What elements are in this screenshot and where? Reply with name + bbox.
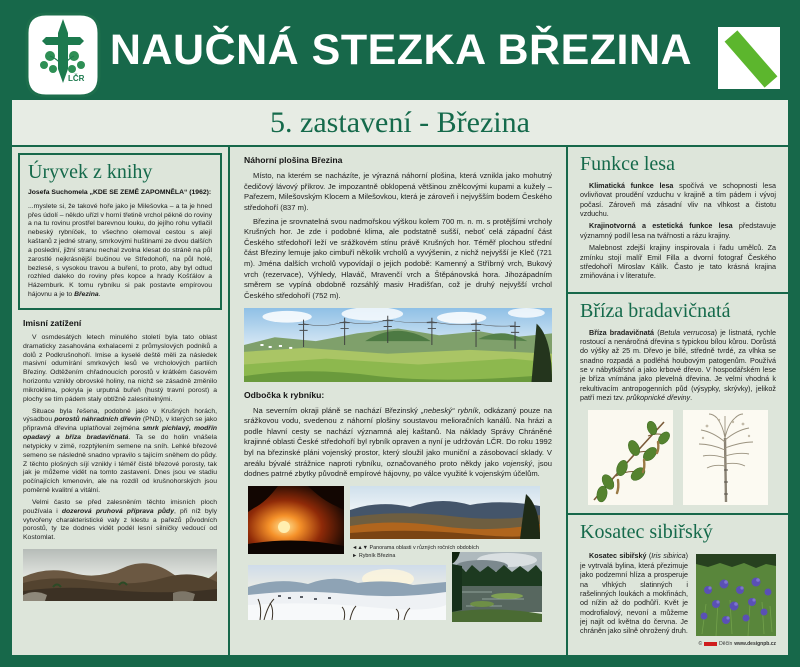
pond-paragraph: Na severním okraji pláně se nachází Březinský „nebeský“ rybník, odkázaný pouze na srážkovou vodu, svedenou z náhorní plošiny soustavou melioračních kanálů. Na hrázi a podle hlavní cesty se nachází významná alej kaštanů. Na náklady Správy Chráněné krajinné oblasti České středohoří byl rybník opraven a nyní je udržován LČR. Do roku 1992 byl na březinské pláni vojenský prostor, který sloužil jako muniční a zásobovací sklady. V areálu bývalé strážnice naproti rybníku, označovaného proto někdy jako vojenský, jsou dodnes patrné zbytky původně empírové hájovny, po válce využité k vojenským účelům. [244, 405, 552, 479]
book-excerpt-box [18, 153, 222, 310]
birch-section [568, 294, 788, 516]
column-book-excerpt [12, 147, 228, 655]
forest-function-heading: Funkce lesa [580, 153, 675, 175]
credit-symbol: © [698, 641, 703, 647]
credit-url: www.designpb.cz [734, 641, 776, 647]
column-nature-info [568, 147, 788, 655]
photo-siberian-iris [696, 554, 776, 636]
plateau-paragraph-1: Místo, na kterém se nacházíte, je výrazná náhorní plošina, která vznikla jako mohutný čedičový lávový příkrov. Je impozantně obklopená většinou znělcovými kupami a kužely – Pařezem, Milešovským Klocem a Milešovkou, která je zároveň i nejvyšším bodem Českého středohoří (837 m). [244, 171, 552, 212]
birch-heading: Bříza bradavičnatá [580, 299, 731, 322]
photo-winter-panorama [248, 565, 446, 620]
birch-paragraph: Bříza bradavičnatá (Betula verrucosa) je listnatá, rychle rostoucí a nenáročná dřevina s typickou bílou kůrou. Dorůstá do výšky až 25 m. Dřevo je bílé, středně tvrdé, za vlhka se snadno rozpadá a podléhá houbovým patogenům. Používá se v nábytkářství a jako krbové dřevo. V hospodářském lese je bříza vnímána jako plevelná dřevina. Je velmi vhodná k rekultivacím antropogenních půd (výsypky, skrývky), jelikož patří mezi tzv. průkopnické dřeviny. [580, 327, 777, 403]
caption-pond: ► Rybník Březina [352, 552, 396, 559]
plateau-paragraph-2: Březina je srovnatelná svou nadmořskou výškou kolem 700 m. n. m. s protějšími vrcholy Krušných hor. Je zde i podobné klima, ale podstatně sušší, neboť celá západní část Českého středohoří leží ve srážkovém stínu právě Krušných hor. Téměř plochou střední část Březiny lemuje jako cimbuří několik vrcholů a vyvýšenin, z nichž nejvyšší je Kleč (721 m). Jména dalších vrcholů vypovídají o jejich podobě: Kamenný a Stříbrný vrch, Bukový vrch (rezervace), Výhledy, Hlaváč, Mravenčí vrch a Štěpánovská hora. Jihozápadním směrem se vypíná obdobně rozsáhlý masiv Hradišťan, což je druhý nejvyšší vrchol Českého středohoří (752 m). [244, 216, 552, 300]
lcr-logo-icon [24, 11, 102, 99]
imise-paragraph-1: V osmdesátých letech minulého století byla tato oblast dramaticky zasahována exhalacemi z průmyslových podniků a dolů z Podkrušnohoří. Imise a kyselé deště měli za následek masivní odumírání smrkových lesů ve vrcholových partiích Březiny. Odtěžením chřadnoucích porostů v krátkém časovém horizontu vznikly obrovské holiny, na nichž se zásadně změnilo mikroklima, pokryla je urputná buřeň (hustý travní porost) a plochy se tím pádem staly obtížně zalesnitelnými. [23, 333, 217, 403]
excerpt-attribution: Josefa Suchomela „KDE SE ZEMĚ ZAPOMNĚLA“ (1962): [28, 189, 212, 196]
birch-figures [580, 410, 776, 505]
header-banner [0, 0, 800, 100]
photo-autumn-panorama [350, 486, 540, 539]
photo-collage [244, 486, 552, 634]
station-banner: 5. zastavení - Březina [12, 100, 788, 145]
plateau-heading: Náhorní plošina Březina [244, 155, 343, 165]
caption-panorama: ◄▲▼ Panorama oblasti v různých ročních obdobích [352, 544, 479, 551]
iris-section [568, 515, 788, 655]
imise-heading: Imisní zatížení [23, 317, 82, 328]
iris-heading: Kosatec sibiřský [580, 521, 713, 544]
forest-paragraph-2: Krajinotvorná a estetická funkce lesa představuje významný podíl lesa na tvářnosti a rázu krajiny. [580, 221, 777, 240]
content-columns [12, 145, 788, 655]
credit-studio: Děčín [719, 641, 733, 647]
design-studio-logo [704, 642, 717, 646]
design-credit [580, 637, 776, 647]
illustration-birch-tree [683, 410, 768, 505]
iris-paragraph: Kosatec sibiřský (Iris sibirica) je vytrvalá bylina, která přezimuje jako podzemní hlíza a prosperuje na vlhkých slatinných i rašelinných loukách a mokřinách, od nížin až do podhůří. Květ je modrofialový, nevoní a můžeme jej najít od května do června. Je chráněn jako silně ohrožený druh. [580, 551, 689, 636]
imise-section [12, 310, 228, 543]
excerpt-body: ...myslete si, že takové hoře jako je Milešovka – a ta je hned přes údolí – někdo uřízl v horní třetině vrchol pěkně do roviny a na tu rovinu prostřel barevnou louku, do jejího rohu vytlačil nebeský rybníček, to všechno olemoval cestou s alejí kaštanů z jedné strany, smrkovými huštinami ze dvou dalších a poslední, jižní stranu nechal zvolna klesat do stráně na půl zarostlé nejkrásnější bučinou ve Středohoří, na půl holé, bezlesé, s vysokou travou a buření, to proto, aby byl odtud rozhled daleko do roviny přes kopce a hrady Košťálov a Házemburk. K tomu rybníku si pak postavte empírovou hájovnu a je to Březina. [28, 202, 212, 299]
pond-heading: Odbočka k rybníku: [244, 389, 325, 400]
trail-marker-icon [718, 27, 780, 89]
svg-text:LČR: LČR [68, 74, 85, 83]
imise-paragraph-2: Situace byla řešena, podobně jako v Krušných horách, výsadbou porostů náhradních dřevin (PND), v kterých se jako připravná dřevina uplatňoval zejména smrk pichlavý, modřín opadavý a bříza bradavičnatá. Ta se do holin vnášela netypicky v zimě, rozptýlením semene na sníh. Lehké březové semeno se následně snadno vpravilo s tajícím sněhem do půdy. Z těchto plošných síjí vznikly i téměř čisté březové porosty, tak jak je můžeme vidět na tomto zastavení. Dnes jsou ve stadiu počínajících kmenovin, ale na rozdíl od krušnohorských jsou poměrně kvalitní a vitální. [23, 407, 217, 495]
excerpt-heading: Úryvek z knihy [28, 161, 153, 183]
board-title: NAUČNÁ STEZKA BŘEZINA [109, 25, 693, 74]
forest-function-section [568, 147, 788, 294]
forest-paragraph-3: Malebnost zdejší krajiny inspirovala i řadu umělců. Za zmínku stojí malíř Emil Filla a dvorní fotograf Českého středohoří Miroslav Kálík. Často je tato krásná krajina zmiňována i v literatuře. [580, 243, 776, 281]
photo-sunset [248, 486, 344, 554]
photo-autumn-hills-panorama [23, 549, 217, 601]
forest-paragraph-1: Klimatická funkce lesa spočívá ve schopnosti lesa ovlivňovat proudění vzduchu v krajině a tím pádem i vývoj počasí. Zároveň má zásadní vliv na vlhkost a čistotu vzduchu. [580, 181, 776, 219]
photo-summer-panorama-pylons [244, 308, 552, 382]
imise-paragraph-3: Velmi často se před zalesněním těchto imisních ploch používala i dozerová pruhová příprava půdy, při níž byly vytvořeny charakteristické valy z klestu a pařezů původních porostů, ty lze dodnes vidět podél lesní silničky vedoucí od Kostomlat. [23, 498, 217, 542]
illustration-birch-branch [588, 410, 673, 505]
photo-pond-brezina [452, 552, 542, 622]
iris-content [580, 551, 776, 637]
column-plateau [230, 147, 566, 655]
